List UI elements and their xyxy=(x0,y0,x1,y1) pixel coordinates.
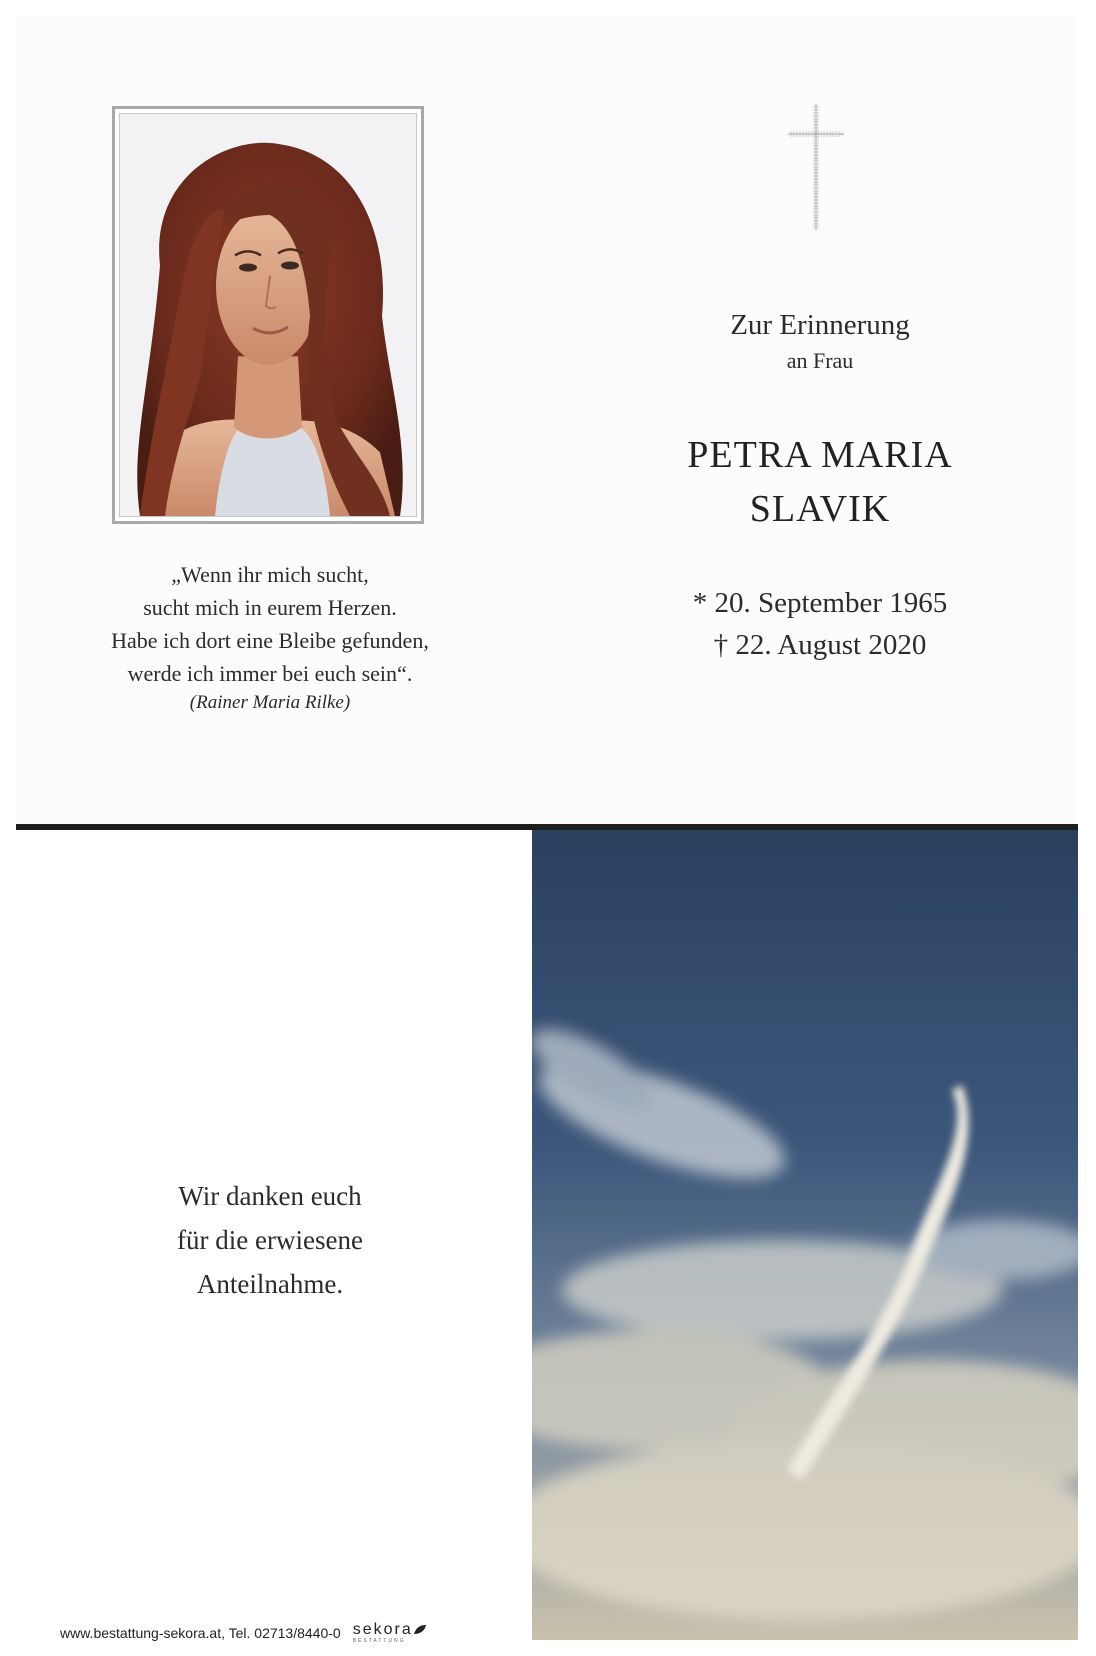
death-date: † 22. August 2020 xyxy=(713,629,927,661)
rilke-quote xyxy=(40,558,500,716)
memory-title: Zur Erinnerung xyxy=(730,309,910,341)
deceased-name xyxy=(610,428,1030,536)
quote-line: sucht mich in eurem Herzen. xyxy=(143,595,397,620)
funeral-home-contact: www.bestattung-sekora.at, Tel. 02713/8440-0 xyxy=(60,1625,341,1641)
portrait-illustration xyxy=(120,114,416,516)
birth-date: * 20. September 1965 xyxy=(692,587,948,619)
life-dates xyxy=(610,582,1030,666)
quote-line: werde ich immer bei euch sein“. xyxy=(127,661,413,686)
thanks-line: Wir danken euch xyxy=(178,1181,362,1211)
memory-subtitle: an Frau xyxy=(786,348,854,373)
quote-line: „Wenn ihr mich sucht, xyxy=(171,562,369,587)
logo-subtitle: BESTATTUNG xyxy=(352,1638,406,1644)
thanks-message xyxy=(100,1174,440,1306)
sky-illustration xyxy=(532,830,1078,1640)
deceased-surname: SLAVIK xyxy=(749,488,891,530)
thanks-line: für die erwiesene xyxy=(177,1225,363,1255)
funeral-home-logo xyxy=(353,1622,427,1644)
deceased-first-names: PETRA MARIA xyxy=(687,434,953,476)
leaf-icon xyxy=(413,1624,427,1636)
portrait-frame xyxy=(112,106,424,524)
sky-photo xyxy=(532,830,1078,1640)
thanks-line: Anteilnahme. xyxy=(196,1269,344,1299)
quote-author: (Rainer Maria Rilke) xyxy=(189,692,351,713)
logo-wordmark: sekora xyxy=(352,1621,413,1638)
cross-icon xyxy=(786,104,846,234)
memory-heading xyxy=(610,306,1030,378)
portrait-photo xyxy=(119,113,417,517)
funeral-home-footer xyxy=(60,1618,560,1648)
quote-line: Habe ich dort eine Bleibe gefunden, xyxy=(111,628,429,653)
